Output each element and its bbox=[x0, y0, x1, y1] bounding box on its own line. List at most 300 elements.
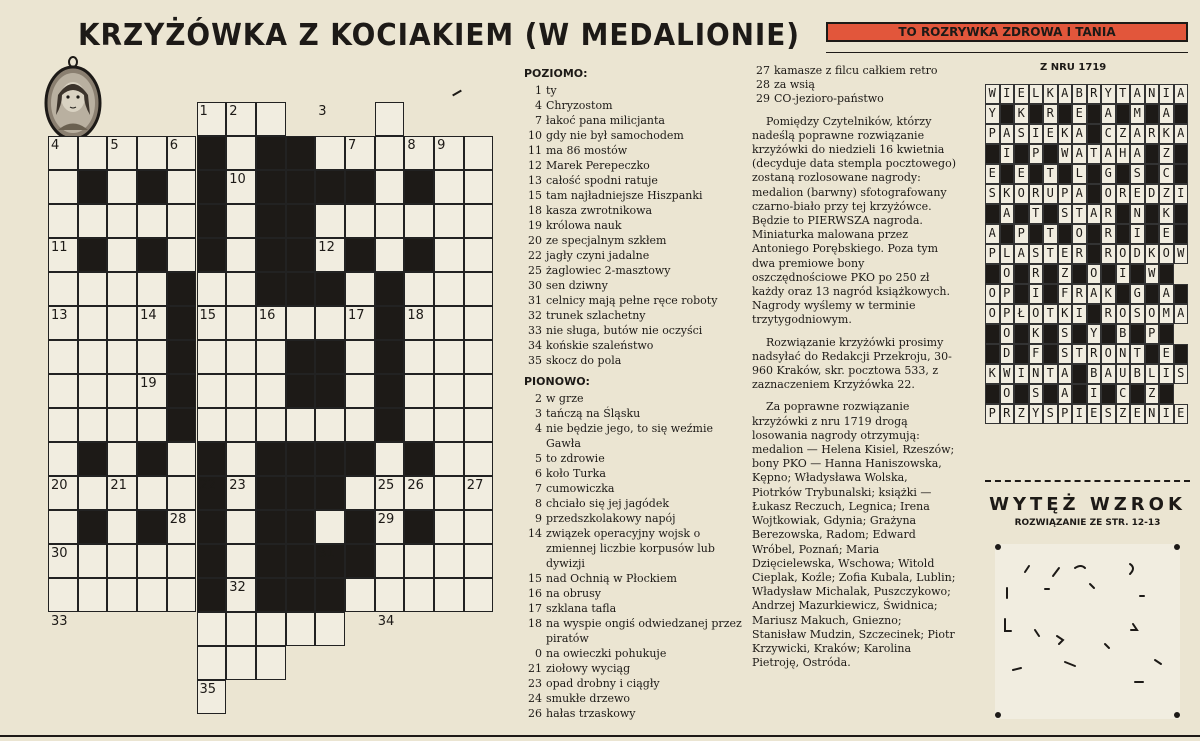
grid-cell[interactable] bbox=[107, 272, 137, 306]
grid-cell[interactable] bbox=[345, 374, 375, 408]
across-list bbox=[524, 83, 744, 368]
solution-letter: A bbox=[1130, 124, 1145, 144]
solution-letter: K bbox=[1159, 124, 1174, 144]
clue-text: jagły czyni jadalne bbox=[546, 249, 650, 262]
solution-black-cell bbox=[1145, 344, 1160, 364]
grid-black-cell bbox=[256, 510, 286, 544]
grid-cell[interactable] bbox=[434, 204, 464, 238]
clue-item bbox=[524, 601, 744, 616]
grid-cell[interactable] bbox=[434, 408, 464, 442]
clue-item bbox=[524, 98, 744, 113]
grid-cell[interactable] bbox=[286, 612, 316, 646]
solution-black-cell bbox=[1072, 384, 1087, 404]
solution-letter: A bbox=[1130, 144, 1145, 164]
grid-cell[interactable] bbox=[345, 476, 375, 510]
clue-text: związek operacyjny wojsk o zmiennej liczbie korpusów lub dywizji bbox=[546, 527, 715, 570]
clue-item bbox=[524, 308, 744, 323]
grid-black-cell bbox=[286, 578, 316, 612]
solution-letter: S bbox=[1014, 124, 1029, 144]
solution-black-cell bbox=[1072, 264, 1087, 284]
grid-cell[interactable] bbox=[137, 476, 167, 510]
grid-cell[interactable] bbox=[464, 136, 494, 170]
solution-letter: A bbox=[1072, 144, 1087, 164]
solution-letter: S bbox=[1058, 204, 1073, 224]
solution-letter: Z bbox=[1159, 144, 1174, 164]
grid-cell[interactable] bbox=[464, 442, 494, 476]
grid-cell[interactable] bbox=[226, 340, 256, 374]
grid-cell[interactable] bbox=[464, 408, 494, 442]
grid-cell[interactable] bbox=[434, 510, 464, 544]
grid-black-cell bbox=[286, 476, 316, 510]
grid-cell[interactable] bbox=[434, 442, 464, 476]
solution-letter: E bbox=[1174, 404, 1189, 424]
grid-black-cell bbox=[256, 238, 286, 272]
grid-cell[interactable] bbox=[464, 204, 494, 238]
grid-cell[interactable] bbox=[167, 442, 197, 476]
solution-black-cell bbox=[1174, 344, 1189, 364]
solution-letter: B bbox=[1116, 324, 1131, 344]
solution-letter: Z bbox=[1116, 124, 1131, 144]
grid-black-cell bbox=[286, 170, 316, 204]
clue-item bbox=[524, 511, 744, 526]
solution-black-cell bbox=[1087, 304, 1102, 324]
grid-cell[interactable] bbox=[345, 340, 375, 374]
solution-letter: U bbox=[1116, 364, 1131, 384]
grid-cell[interactable] bbox=[226, 646, 256, 680]
solution-letter: A bbox=[1174, 304, 1189, 324]
grid-cell[interactable] bbox=[315, 204, 345, 238]
grid-cell[interactable] bbox=[434, 544, 464, 578]
grid-cell[interactable] bbox=[375, 102, 405, 136]
clue-text: na wyspie ongiś odwiedzanej przez piratów bbox=[546, 617, 742, 645]
clue-number: 15 bbox=[528, 572, 542, 585]
grid-cell[interactable] bbox=[137, 272, 167, 306]
solution-black-cell bbox=[1043, 384, 1058, 404]
solution-letter: A bbox=[1058, 384, 1073, 404]
solution-black-cell bbox=[1159, 264, 1174, 284]
grid-cell[interactable] bbox=[137, 578, 167, 612]
grid-cell[interactable] bbox=[226, 272, 256, 306]
grid-number: 15 bbox=[199, 308, 217, 323]
grid-cell[interactable] bbox=[78, 408, 108, 442]
grid-cell[interactable] bbox=[404, 340, 434, 374]
grid-cell[interactable] bbox=[464, 374, 494, 408]
grid-cell[interactable] bbox=[345, 578, 375, 612]
grid-cell[interactable] bbox=[197, 408, 227, 442]
clue-number: 22 bbox=[528, 249, 542, 262]
solution-letter: S bbox=[1174, 364, 1189, 384]
grid-cell[interactable] bbox=[226, 510, 256, 544]
grid-cell[interactable] bbox=[256, 612, 286, 646]
grid-cell[interactable] bbox=[78, 374, 108, 408]
grid-cell[interactable] bbox=[256, 102, 286, 136]
grid-black-cell bbox=[345, 544, 375, 578]
clues-column bbox=[524, 66, 744, 721]
grid-cell[interactable] bbox=[375, 544, 405, 578]
solution-letter: E bbox=[1087, 404, 1102, 424]
grid-cell[interactable] bbox=[464, 306, 494, 340]
clue-item bbox=[524, 391, 744, 406]
grid-cell[interactable] bbox=[226, 238, 256, 272]
grid-cell[interactable] bbox=[256, 340, 286, 374]
grid-cell[interactable] bbox=[375, 578, 405, 612]
grid-black-cell bbox=[78, 510, 108, 544]
grid-black-cell bbox=[375, 374, 405, 408]
grid-cell[interactable] bbox=[137, 408, 167, 442]
solution-letter: K bbox=[1159, 204, 1174, 224]
solution-letter: T bbox=[1116, 84, 1131, 104]
grid-cell[interactable] bbox=[78, 476, 108, 510]
grid-black-cell bbox=[315, 442, 345, 476]
solution-black-cell bbox=[1058, 224, 1073, 244]
solution-letter: P bbox=[1145, 324, 1160, 344]
solution-letter: E bbox=[1058, 244, 1073, 264]
solution-black-cell bbox=[1058, 164, 1073, 184]
clue-number: 6 bbox=[535, 467, 542, 480]
grid-black-cell bbox=[404, 170, 434, 204]
grid-cell[interactable] bbox=[404, 204, 434, 238]
grid-cell[interactable] bbox=[137, 544, 167, 578]
grid-cell[interactable] bbox=[375, 170, 405, 204]
solution-black-cell bbox=[1101, 384, 1116, 404]
clue-item bbox=[524, 323, 744, 338]
grid-cell[interactable] bbox=[167, 578, 197, 612]
solution-letter: K bbox=[1101, 284, 1116, 304]
solution-letter: O bbox=[1159, 244, 1174, 264]
grid-cell[interactable] bbox=[107, 544, 137, 578]
grid-cell[interactable] bbox=[404, 408, 434, 442]
grid-cell[interactable] bbox=[315, 510, 345, 544]
info-column bbox=[752, 64, 957, 678]
solution-letter: L bbox=[1029, 84, 1044, 104]
grid-cell[interactable] bbox=[48, 510, 78, 544]
solution-letter: Y bbox=[1101, 84, 1116, 104]
clue-item bbox=[524, 496, 744, 511]
grid-black-cell bbox=[315, 340, 345, 374]
grid-cell[interactable] bbox=[345, 272, 375, 306]
clue-item bbox=[524, 143, 744, 158]
clue-number: 2 bbox=[535, 392, 542, 405]
grid-cell[interactable] bbox=[375, 136, 405, 170]
info-paragraph-3: Za poprawne rozwiązanie krzyżówki z nru 1719 drogą losowania nagrody otrzymują: medalion — Helena Kisiel, Rzeszów; bony PKO — Hanna Haniszowska, Kępno; Władysława Wolska, Piotrków Trybunalski; książki — Łukasz Reczuch, Legnica; Irena Wojtkowiak, Gdynia; Grażyna Berezowska, Radom; Edward Wróbel, Poznań; Maria Dzięcielewska, Wschowa; Witold Cieplak, Koźle; Zofia Kubala, Lublin; Władysław Michalak, Puszczykowo; Andrzej Mazurkiewicz, Świdnica; Mariusz Makuch, Gniezno; Stanisław Mudzin, Szczecinek; Piotr Krzywicki, Kraków; Karolina Pietroję, Ostróda. bbox=[752, 400, 956, 670]
grid-number: 11 bbox=[51, 240, 68, 255]
clue-item bbox=[752, 64, 957, 78]
clue-number: 7 bbox=[535, 482, 542, 495]
grid-cell[interactable] bbox=[48, 408, 78, 442]
solution-black-cell bbox=[1145, 204, 1160, 224]
solution-black-cell bbox=[1043, 204, 1058, 224]
solution-black-cell bbox=[1174, 224, 1189, 244]
grid-cell[interactable] bbox=[48, 272, 78, 306]
grid-cell[interactable] bbox=[226, 544, 256, 578]
grid-cell[interactable] bbox=[464, 544, 494, 578]
grid-cell[interactable] bbox=[345, 408, 375, 442]
grid-cell[interactable] bbox=[256, 374, 286, 408]
solution-letter: R bbox=[1000, 404, 1015, 424]
clue-number: 4 bbox=[535, 422, 542, 435]
grid-cell[interactable] bbox=[78, 272, 108, 306]
grid-cell[interactable] bbox=[78, 204, 108, 238]
grid-cell[interactable] bbox=[226, 612, 256, 646]
solution-letter: O bbox=[985, 284, 1000, 304]
grid-cell[interactable] bbox=[286, 408, 316, 442]
grid-cell[interactable] bbox=[197, 612, 227, 646]
solution-black-cell bbox=[1043, 344, 1058, 364]
grid-cell[interactable] bbox=[107, 578, 137, 612]
solution-black-cell bbox=[1130, 324, 1145, 344]
grid-cell[interactable] bbox=[434, 374, 464, 408]
solution-letter: S bbox=[985, 184, 1000, 204]
solution-black-cell bbox=[1014, 204, 1029, 224]
clue-number: 23 bbox=[528, 677, 542, 690]
solution-letter: U bbox=[1043, 184, 1058, 204]
grid-black-cell bbox=[315, 170, 345, 204]
solution-letter: A bbox=[1159, 104, 1174, 124]
grid-black-cell bbox=[78, 442, 108, 476]
grid-cell[interactable] bbox=[226, 136, 256, 170]
grid-black-cell bbox=[197, 136, 227, 170]
grid-cell[interactable] bbox=[137, 136, 167, 170]
grid-black-cell bbox=[167, 374, 197, 408]
solution-letter: O bbox=[1087, 264, 1102, 284]
grid-cell[interactable] bbox=[48, 340, 78, 374]
solution-letter: T bbox=[1043, 164, 1058, 184]
grid-cell[interactable] bbox=[167, 238, 197, 272]
grid-cell[interactable] bbox=[137, 204, 167, 238]
grid-cell[interactable] bbox=[464, 340, 494, 374]
grid-cell[interactable] bbox=[167, 544, 197, 578]
solution-letter: O bbox=[1000, 324, 1015, 344]
grid-cell[interactable] bbox=[434, 272, 464, 306]
grid-cell[interactable] bbox=[434, 476, 464, 510]
clue-item bbox=[524, 353, 744, 368]
solution-black-cell bbox=[1116, 204, 1131, 224]
grid-black-cell bbox=[375, 340, 405, 374]
grid-cell[interactable] bbox=[107, 238, 137, 272]
grid-cell[interactable] bbox=[315, 408, 345, 442]
solution-black-cell bbox=[1174, 204, 1189, 224]
grid-cell[interactable] bbox=[226, 442, 256, 476]
grid-cell[interactable] bbox=[434, 306, 464, 340]
solution-letter: Y bbox=[985, 104, 1000, 124]
crossword-grid[interactable] bbox=[48, 102, 493, 714]
grid-black-cell bbox=[137, 442, 167, 476]
grid-black-cell bbox=[286, 374, 316, 408]
solution-letter: G bbox=[1101, 164, 1116, 184]
grid-cell[interactable] bbox=[404, 374, 434, 408]
solution-letter: T bbox=[1072, 344, 1087, 364]
grid-cell[interactable] bbox=[78, 340, 108, 374]
clue-item bbox=[524, 526, 744, 571]
solution-letter: I bbox=[1000, 84, 1015, 104]
grid-cell[interactable] bbox=[137, 340, 167, 374]
grid-cell[interactable] bbox=[226, 374, 256, 408]
grid-cell[interactable] bbox=[375, 204, 405, 238]
grid-cell[interactable] bbox=[464, 238, 494, 272]
clue-text: Marek Perepeczko bbox=[546, 159, 650, 172]
solution-black-cell bbox=[1087, 124, 1102, 144]
solution-letter: A bbox=[1000, 204, 1015, 224]
solution-letter: T bbox=[1130, 344, 1145, 364]
solution-black-cell bbox=[1174, 284, 1189, 304]
solution-letter: F bbox=[1029, 344, 1044, 364]
clue-text: trunek szlachetny bbox=[546, 309, 646, 322]
grid-cell[interactable] bbox=[78, 136, 108, 170]
solution-black-cell bbox=[1087, 164, 1102, 184]
solution-letter: T bbox=[1043, 224, 1058, 244]
grid-cell[interactable] bbox=[315, 136, 345, 170]
grid-cell[interactable] bbox=[167, 476, 197, 510]
solution-letter: K bbox=[1043, 84, 1058, 104]
solution-letter: K bbox=[1058, 124, 1073, 144]
grid-cell[interactable] bbox=[256, 408, 286, 442]
solution-black-cell bbox=[1072, 364, 1087, 384]
grid-cell[interactable] bbox=[107, 374, 137, 408]
solution-letter: O bbox=[1101, 344, 1116, 364]
grid-cell[interactable] bbox=[48, 442, 78, 476]
grid-number: 17 bbox=[348, 308, 365, 323]
grid-cell[interactable] bbox=[197, 272, 227, 306]
down-continued-list bbox=[752, 64, 957, 107]
clue-number: 19 bbox=[528, 219, 542, 232]
grid-cell[interactable] bbox=[464, 510, 494, 544]
grid-cell[interactable] bbox=[315, 612, 345, 646]
solution-letter: Ł bbox=[1014, 304, 1029, 324]
solution-black-cell bbox=[1043, 144, 1058, 164]
grid-cell[interactable] bbox=[464, 578, 494, 612]
solution-letter: T bbox=[1087, 144, 1102, 164]
grid-cell[interactable] bbox=[78, 578, 108, 612]
grid-cell[interactable] bbox=[197, 374, 227, 408]
grid-cell[interactable] bbox=[434, 578, 464, 612]
grid-cell[interactable] bbox=[107, 408, 137, 442]
grid-cell[interactable] bbox=[107, 204, 137, 238]
grid-cell[interactable] bbox=[315, 306, 345, 340]
solution-black-cell bbox=[1145, 224, 1160, 244]
solution-letter: O bbox=[1072, 224, 1087, 244]
solution-letter: A bbox=[1101, 144, 1116, 164]
grid-cell[interactable] bbox=[107, 510, 137, 544]
solution-letter: O bbox=[1029, 304, 1044, 324]
clue-text: koło Turka bbox=[546, 467, 606, 480]
clue-number: 4 bbox=[535, 99, 542, 112]
grid-cell[interactable] bbox=[107, 442, 137, 476]
grid-black-cell bbox=[197, 238, 227, 272]
grid-cell[interactable] bbox=[286, 306, 316, 340]
grid-cell[interactable] bbox=[464, 272, 494, 306]
solution-letter: L bbox=[1145, 364, 1160, 384]
grid-cell[interactable] bbox=[375, 442, 405, 476]
clue-item bbox=[524, 218, 744, 233]
grid-number: 10 bbox=[229, 172, 246, 187]
clue-number: 17 bbox=[528, 602, 542, 615]
clue-number: 8 bbox=[535, 497, 542, 510]
grid-black-cell bbox=[137, 510, 167, 544]
grid-number: 1 bbox=[199, 104, 208, 119]
grid-number: 6 bbox=[169, 138, 179, 153]
solution-letter: A bbox=[985, 224, 1000, 244]
clue-item bbox=[524, 676, 744, 691]
grid-cell[interactable] bbox=[78, 544, 108, 578]
grid-cell[interactable] bbox=[48, 578, 78, 612]
solution-letter: S bbox=[1101, 404, 1116, 424]
grid-cell[interactable] bbox=[107, 340, 137, 374]
solution-letter: R bbox=[1101, 304, 1116, 324]
solution-letter: K bbox=[1058, 304, 1073, 324]
clue-text: szklana tafla bbox=[546, 602, 617, 615]
solution-black-cell bbox=[1159, 324, 1174, 344]
grid-cell[interactable] bbox=[197, 340, 227, 374]
clue-item bbox=[524, 113, 744, 128]
solution-letter: R bbox=[1145, 124, 1160, 144]
clue-text: kasza zwrotnikowa bbox=[546, 204, 653, 217]
grid-number: 28 bbox=[169, 512, 187, 527]
solution-letter: O bbox=[1116, 304, 1131, 324]
solution-black-cell bbox=[1116, 284, 1131, 304]
grid-black-cell bbox=[315, 578, 345, 612]
solution-letter: E bbox=[985, 164, 1000, 184]
grid-cell[interactable] bbox=[78, 306, 108, 340]
grid-cell[interactable] bbox=[197, 646, 227, 680]
grid-cell[interactable] bbox=[167, 204, 197, 238]
grid-cell[interactable] bbox=[404, 272, 434, 306]
grid-cell[interactable] bbox=[48, 170, 78, 204]
grid-black-cell bbox=[256, 544, 286, 578]
solution-letter: B bbox=[1087, 364, 1102, 384]
grid-cell[interactable] bbox=[256, 646, 286, 680]
clue-number: 18 bbox=[528, 617, 542, 630]
grid-cell[interactable] bbox=[464, 170, 494, 204]
grid-cell[interactable] bbox=[434, 238, 464, 272]
grid-cell[interactable] bbox=[48, 204, 78, 238]
grid-black-cell bbox=[167, 272, 197, 306]
solution-black-cell bbox=[985, 384, 1000, 404]
grid-cell[interactable] bbox=[107, 306, 137, 340]
grid-cell[interactable] bbox=[434, 170, 464, 204]
solution-letter: Y bbox=[1029, 404, 1044, 424]
grid-cell[interactable] bbox=[167, 170, 197, 204]
down-heading: PIONOWO: bbox=[524, 375, 590, 388]
clue-text: końskie szaleństwo bbox=[546, 339, 654, 352]
grid-number: 20 bbox=[51, 478, 68, 493]
grid-cell[interactable] bbox=[404, 578, 434, 612]
solution-black-cell bbox=[1029, 224, 1044, 244]
grid-cell[interactable] bbox=[226, 306, 256, 340]
solution-letter: C bbox=[1116, 384, 1131, 404]
grid-cell[interactable] bbox=[375, 238, 405, 272]
solution-letter: W bbox=[1058, 144, 1073, 164]
grid-cell[interactable] bbox=[226, 204, 256, 238]
solution-letter: I bbox=[1000, 144, 1015, 164]
solution-letter: I bbox=[1029, 124, 1044, 144]
solution-letter: S bbox=[1043, 404, 1058, 424]
solution-letter: K bbox=[1000, 184, 1015, 204]
solution-letter: S bbox=[1130, 304, 1145, 324]
solution-letter: R bbox=[1101, 204, 1116, 224]
grid-cell[interactable] bbox=[434, 340, 464, 374]
grid-cell[interactable] bbox=[226, 408, 256, 442]
clue-item bbox=[524, 263, 744, 278]
grid-cell[interactable] bbox=[48, 374, 78, 408]
grid-cell[interactable] bbox=[107, 170, 137, 204]
solution-letter: A bbox=[1159, 284, 1174, 304]
grid-cell[interactable] bbox=[404, 544, 434, 578]
clue-number: 14 bbox=[528, 527, 542, 540]
grid-cell[interactable] bbox=[345, 204, 375, 238]
solution-letter: I bbox=[1174, 184, 1189, 204]
grid-black-cell bbox=[286, 238, 316, 272]
clue-number: 16 bbox=[528, 587, 542, 600]
